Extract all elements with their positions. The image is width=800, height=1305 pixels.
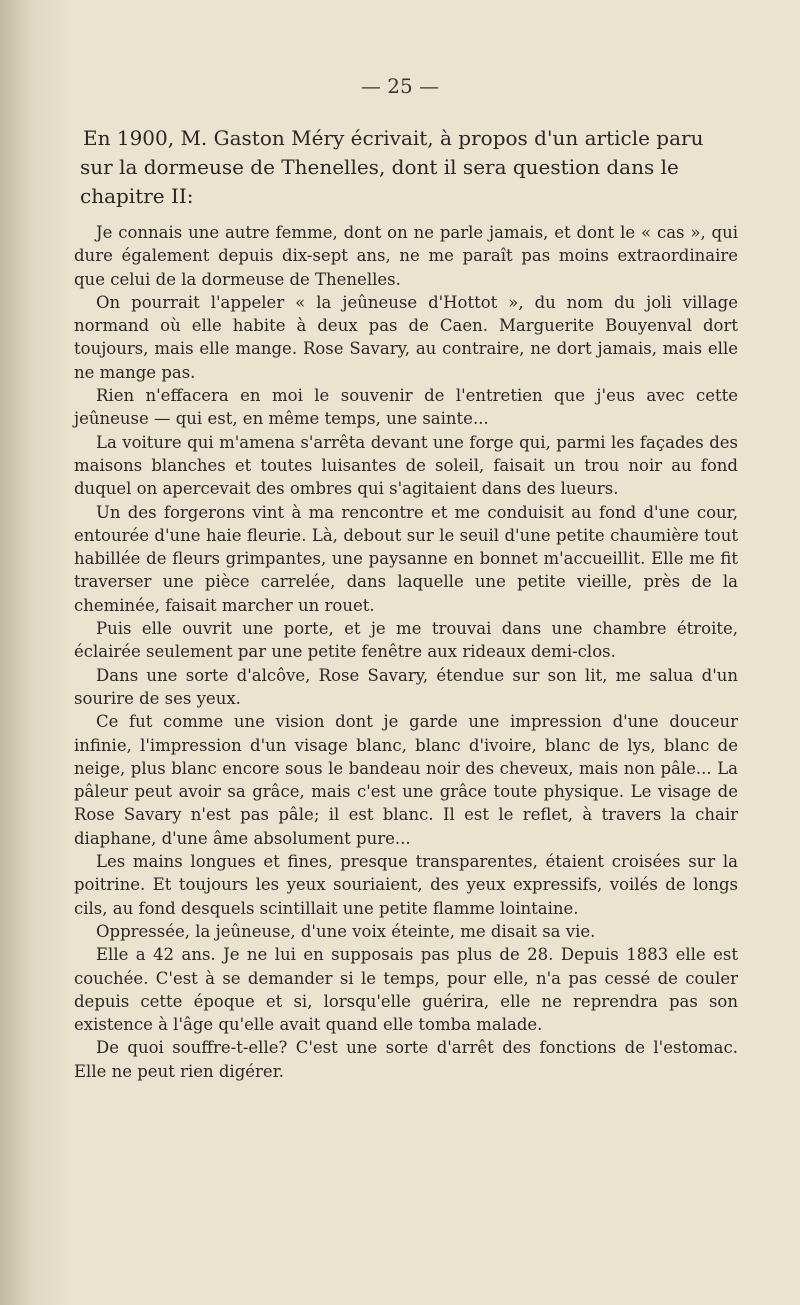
paragraph: Elle a 42 ans. Je ne lui en supposais pas plus de 28. Depuis 1883 elle est couchée. C'est à se demander si le temps, pour elle, n'a pas cessé de couler depuis cette époque et si, lorsqu'elle guérira, elle ne reprendra pas son existence à l'âge qu'elle avait quand elle tomba malade. <box>74 945 738 1035</box>
quoted-passage <box>74 221 738 1083</box>
paragraph: Les mains longues et fines, presque transparentes, étaient croisées sur la poitrine. Et toujours les yeux souriaient, des yeux expressifs, voilés de longs cils, au fond desquels scintillait une petite flamme lointaine. <box>74 852 738 918</box>
paragraph: Rien n'effacera en moi le souvenir de l'entretien que j'eus avec cette jeûneuse — qui est, en même temps, une sainte... <box>74 386 738 429</box>
paragraph: Oppressée, la jeûneuse, d'une voix éteinte, me disait sa vie. <box>96 921 596 941</box>
paragraph: Dans une sorte d'alcôve, Rose Savary, étendue sur son lit, me salua d'un sourire de ses yeux. <box>74 665 738 708</box>
paragraph: Ce fut comme une vision dont je garde une impression d'une douceur infinie, l'impression d'un visage blanc, blanc d'ivoire, blanc de lys, blanc de neige, plus blanc encore sous le bandeau noir des cheveux, mais non pâle... La pâleur peut avoir sa grâce, mais c'est une grâce toute physique. Le visage de Rose Savary n'est pas pâle; il est blanc. Il est le reflet, à travers la chair diaphane, d'une âme absolument pure... <box>74 712 738 848</box>
intro-paragraph: En 1900, M. Gaston Méry écrivait, à propos d'un article paru sur la dormeuse de Thenelles, dont il sera question dans le chapitre II: <box>80 126 704 208</box>
paragraph: On pourrait l'appeler « la jeûneuse d'Hottot », du nom du joli village normand où elle habite à deux pas de Caen. Marguerite Bouyenval dort toujours, mais elle mange. Rose Savary, au contraire, ne dort jamais, mais elle ne mange pas. <box>74 292 738 382</box>
paragraph: De quoi souffre-t-elle? C'est une sorte d'arrêt des fonctions de l'estomac. Elle ne peut rien digérer. <box>74 1038 738 1081</box>
page-number: — 25 — <box>360 74 440 98</box>
paragraph: Puis elle ouvrit une porte, et je me trouvai dans une chambre étroite, éclairée seulement par une petite fenêtre aux rideaux demi-clos. <box>74 619 738 662</box>
paragraph: Je connais une autre femme, dont on ne parle jamais, et dont le « cas », qui dure également depuis dix-sept ans, ne me paraît pas moins extraordinaire que celui de la dormeuse de Thenelles. <box>74 223 738 289</box>
paragraph: Un des forgerons vint à ma rencontre et me conduisit au fond d'une cour, entourée d'une haie fleurie. Là, debout sur le seuil d'une petite chaumière tout habillée de fleurs grimpantes, une paysanne en bonnet m'accueillit. Elle me fit traverser une pièce carrelée, dans laquelle une petite vieille, près de la cheminée, faisait marcher un rouet. <box>74 502 738 615</box>
paragraph: La voiture qui m'amena s'arrêta devant une forge qui, parmi les façades des maisons blanches et toutes luisantes de soleil, faisait un trou noir au fond duquel on apercevait des ombres qui s'agitaient dans des lueurs. <box>74 432 738 499</box>
